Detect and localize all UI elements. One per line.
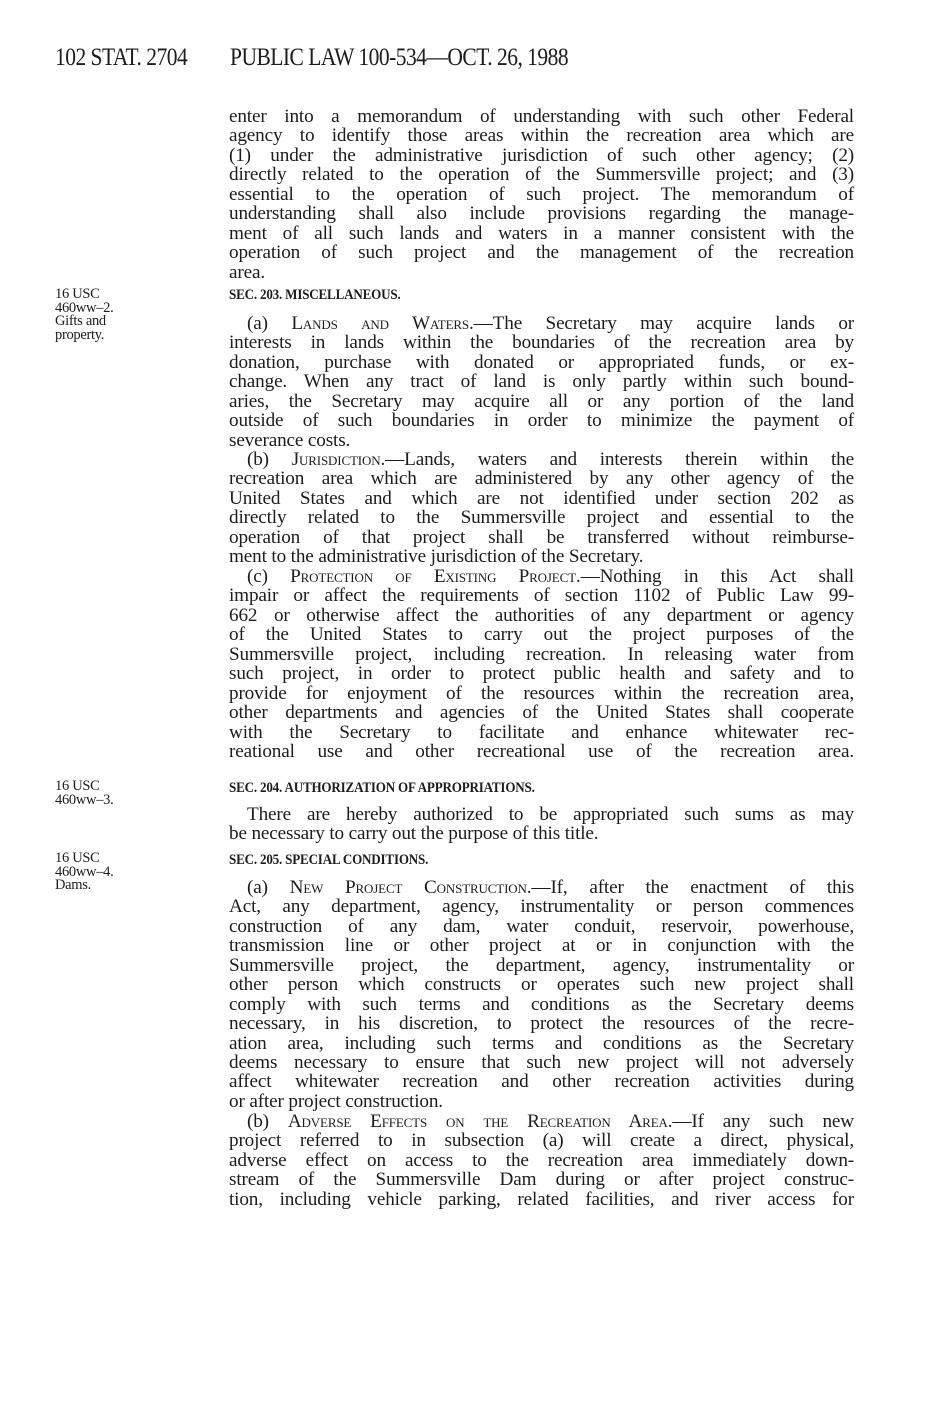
margin-note-line: 460ww–2. (55, 299, 114, 316)
text-line: stream of the Summersville Dam during or after project construc- (229, 1169, 854, 1191)
text-line: Summersville project, including recreation. In releasing water from (229, 643, 854, 665)
text-line: adverse effect on access to the recreation area immediately down- (229, 1149, 854, 1171)
subsection-205-b (229, 1112, 854, 1209)
margin-note-line: 16 USC (55, 778, 100, 794)
margin-note-460ww-3 (55, 780, 205, 807)
subsection-caption: Jurisdiction. (291, 449, 386, 470)
text-line: operation of such project and the management of the recreation (229, 242, 854, 264)
text-line: Act, any department, agency, instrumentality or person commences (229, 896, 854, 918)
text-line: or after project construction. (229, 1090, 443, 1112)
text-line (229, 450, 854, 469)
text-line: There are hereby authorized to be appropriated such sums as may (247, 804, 854, 825)
text-line: directly related to the operation of the Summersville project; and (3) (229, 164, 854, 186)
margin-note-line: 16 USC (55, 850, 100, 866)
text-line: construction of any dam, water conduit, reservoir, powerhouse, (229, 915, 854, 937)
page-citation: 102 STAT. 2704 (55, 44, 188, 71)
margin-note-line: 460ww–3. (55, 791, 114, 808)
text-line: necessary, in his discretion, to protect the resources of the recre- (229, 1013, 854, 1035)
subsection-caption: Lands and Waters. (291, 313, 474, 334)
text-line: area. (229, 261, 265, 283)
continuation-paragraph (229, 107, 854, 282)
margin-note-line: property. (55, 326, 105, 343)
text-line: understanding shall also include provisions regarding the manage- (229, 203, 854, 225)
text-line: operation of that project shall be transferred without reimburse- (229, 526, 854, 548)
text-fragment: —Nothing in this Act shall (580, 566, 854, 587)
text-fragment: —If any such new (672, 1111, 854, 1132)
subsection-label: (a) (247, 877, 290, 898)
subsection-caption: New Project Construction. (289, 877, 532, 898)
text-line: with the Secretary to facilitate and enhance whitewater rec- (229, 721, 854, 743)
law-title: PUBLIC LAW 100-534—OCT. 26, 1988 (230, 44, 569, 71)
text-line: directly related to the Summersville project and essential to the (229, 507, 854, 529)
subsection-label: (a) (247, 313, 292, 334)
text-line: impair or affect the requirements of section 1102 of Public Law 99- (229, 585, 854, 607)
text-line: (1) under the administrative jurisdiction of such other agency; (2) (229, 144, 854, 166)
text-line: deems necessary to ensure that such new project will not adversely (229, 1051, 854, 1073)
text-line: enter into a memorandum of understanding with such other Federal (229, 106, 854, 127)
subsection-caption: Adverse Effects on the Recreation Area. (287, 1111, 673, 1132)
text-line: such project, in order to protect public health and safety and to (229, 663, 854, 685)
subsection-203-b (229, 450, 854, 567)
text-fragment: —Lands, waters and interests therein within the (385, 449, 854, 470)
text-line: agency to identify those areas within the recreation area which are (229, 125, 854, 147)
margin-note-line: 16 USC (55, 286, 100, 302)
text-line (229, 314, 854, 333)
subsection-label: (c) (247, 566, 291, 587)
text-line (229, 567, 854, 586)
text-line: ation area, including such terms and conditions as the Secretary (229, 1032, 854, 1054)
text-line: affect whitewater recreation and other recreation activities during (229, 1071, 854, 1093)
margin-note-line: Gifts and (55, 313, 106, 329)
text-line: aries, the Secretary may acquire all or any portion of the land (229, 390, 854, 412)
section-heading-205: SEC. 205. SPECIAL CONDITIONS. (229, 852, 429, 868)
text-line: ment of all such lands and waters in a manner consistent with the (229, 222, 854, 244)
text-line (229, 878, 854, 897)
section-204-paragraph (229, 805, 854, 844)
text-line: transmission line or other project at or in conjunction with the (229, 935, 854, 957)
text-line: reational use and other recreational use of the recreation area. (229, 740, 854, 762)
margin-note-460ww-2 (55, 288, 205, 342)
text-line: be necessary to carry out the purpose of this title. (229, 823, 599, 845)
text-line: recreation area which are administered by any other agency of the (229, 468, 854, 490)
running-head (0, 44, 948, 74)
subsection-203-a (229, 314, 854, 450)
text-line: other departments and agencies of the United States shall cooperate (229, 702, 854, 724)
subsection-caption: Protection of Existing Project. (290, 566, 581, 587)
margin-note-line: 460ww–4. (55, 863, 114, 880)
text-line: outside of such boundaries in order to minimize the payment of (229, 410, 854, 432)
text-line: United States and which are not identified under section 202 as (229, 487, 854, 509)
subsection-label: (b) (247, 1111, 288, 1132)
text-line: ment to the administrative jurisdiction of the Secretary. (229, 546, 644, 568)
text-line: change. When any tract of land is only partly within such bound- (229, 371, 854, 393)
text-line: essential to the operation of such project. The memorandum of (229, 183, 854, 205)
text-line: tion, including vehicle parking, related facilities, and river access for (229, 1188, 854, 1210)
text-line: interests in lands within the boundaries of the recreation area by (229, 332, 854, 354)
text-line: other person which constructs or operates such new project shall (229, 974, 854, 996)
text-fragment: —If, after the enactment of this (531, 877, 855, 898)
margin-note-line: Dams. (55, 877, 91, 893)
text-line: project referred to in subsection (a) will create a direct, physical, (229, 1130, 854, 1152)
text-line: provide for enjoyment of the resources within the recreation area, (229, 682, 854, 704)
subsection-label: (b) (247, 449, 292, 470)
subsection-205-a (229, 878, 854, 1111)
subsection-203-c (229, 567, 854, 761)
text-line: comply with such terms and conditions as the Secretary deems (229, 993, 854, 1015)
text-line: donation, purchase with donated or appropriated funds, or ex- (229, 351, 854, 373)
text-line: Summersville project, the department, agency, instrumentality or (229, 954, 854, 976)
section-heading-204: SEC. 204. AUTHORIZATION OF APPROPRIATIONS. (229, 780, 535, 796)
text-line (229, 1112, 854, 1131)
section-heading-203: SEC. 203. MISCELLANEOUS. (229, 287, 401, 303)
text-line: severance costs. (229, 429, 351, 451)
text-fragment: —The Secretary may acquire lands or (473, 313, 854, 334)
margin-note-460ww-4 (55, 852, 205, 893)
text-line: of the United States to carry out the project purposes of the (229, 624, 854, 646)
text-line: 662 or otherwise affect the authorities of any department or agency (229, 604, 854, 626)
